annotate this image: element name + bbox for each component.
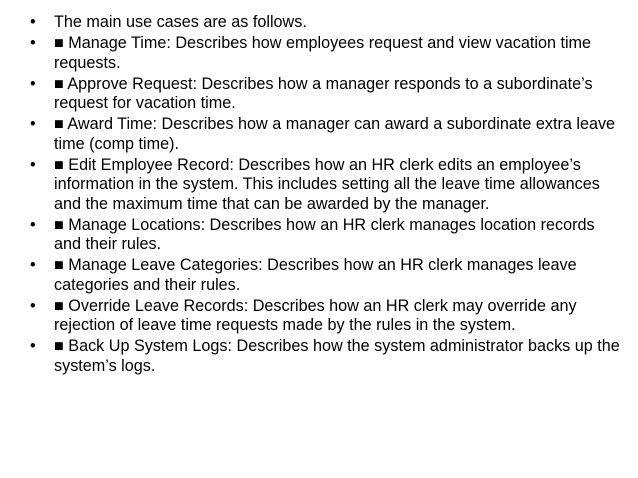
bullet-icon: • bbox=[30, 34, 36, 52]
list-item-text: ■ Manage Locations: Describes how an HR clerk manages location records and their rules. bbox=[54, 215, 595, 253]
list-item bbox=[30, 34, 620, 73]
bullet-icon: • bbox=[30, 74, 36, 93]
bullet-icon: • bbox=[30, 256, 36, 274]
list-item bbox=[30, 337, 620, 376]
list-item-text: ■ Manage Time: Describes how employees request and view vacation time requests. bbox=[54, 34, 592, 72]
bullet-icon: • bbox=[30, 337, 36, 355]
list-item bbox=[30, 216, 620, 255]
list-item bbox=[30, 256, 620, 295]
list-item-text: ■ Edit Employee Record: Describes how an HR clerk edits an employee’s information in the system. This includes setting all the leave time allowances and the maximum time that can be awarded by the manager. bbox=[54, 155, 600, 213]
list-item bbox=[30, 297, 620, 336]
list-item bbox=[30, 75, 620, 114]
bullet-icon: • bbox=[30, 13, 36, 31]
bullet-icon: • bbox=[30, 115, 36, 133]
list-item-text: ■ Back Up System Logs: Describes how the system administrator backs up the system’s logs. bbox=[54, 337, 620, 375]
bullet-icon: • bbox=[30, 155, 36, 174]
list-item-text: ■ Manage Leave Categories: Describes how an HR clerk manages leave categories and their rules. bbox=[54, 256, 577, 294]
bullet-list bbox=[30, 13, 620, 378]
list-item-text: ■ Award Time: Describes how a manager can award a subordinate extra leave time (comp time). bbox=[54, 115, 616, 153]
list-item bbox=[30, 115, 620, 154]
list-item bbox=[30, 156, 620, 215]
list-item-text: The main use cases are as follows. bbox=[54, 13, 307, 31]
list-item-text: ■ Approve Request: Describes how a manager responds to a subordinate’s request for vacation time. bbox=[54, 74, 593, 112]
list-item-text: ■ Override Leave Records: Describes how an HR clerk may override any rejection of leave time requests made by the rules in the system. bbox=[54, 296, 577, 334]
bullet-icon: • bbox=[30, 296, 36, 315]
list-item bbox=[30, 13, 620, 33]
bullet-icon: • bbox=[30, 215, 36, 234]
